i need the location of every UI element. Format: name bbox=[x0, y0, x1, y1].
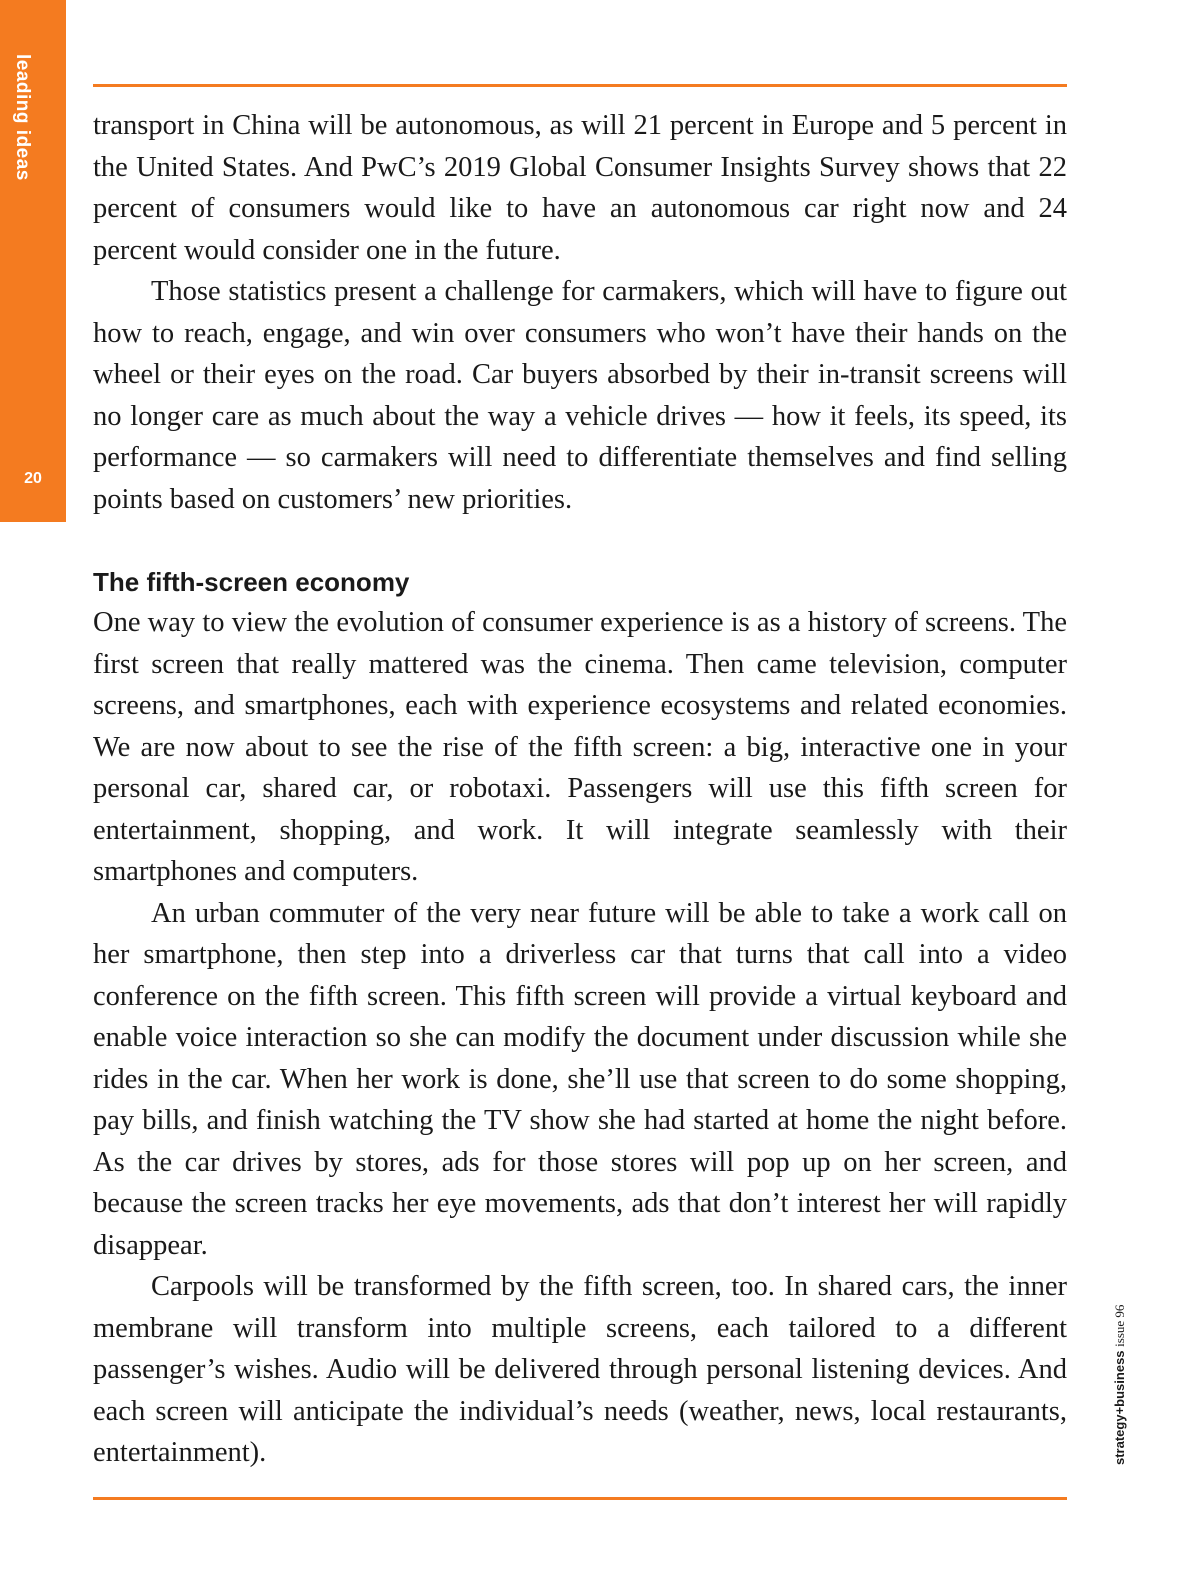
publication-footer bbox=[1108, 1304, 1134, 1465]
paragraph: An urban commuter of the very near future will be able to take a work call on her smartphone, then step into a driverless car that turns that call into a video conference on the fifth screen. This fifth screen will provide a virtual keyboard and enable voice interaction so she can modify the document under discussion while she rides in the car. When her work is done, she’ll use that screen to do some shopping, pay bills, and finish watching the TV show she had started at home the night before. As the car drives by stores, ads for those stores will pop up on her screen, and because the screen tracks her eye movements, ads that don’t interest her will rapidly disappear. bbox=[93, 897, 1067, 1261]
paragraph: Carpools will be transformed by the fifth screen, too. In shared cars, the inner membrane will transform into multiple screens, each tailored to a different passenger’s wishes. Audio will be delivered through personal listening devices. And each screen will anticipate the individual’s needs (weather, news, local restaurants, entertainment). bbox=[93, 1271, 1067, 1468]
paragraph: Those statistics present a challenge for carmakers, which will have to figure out how to reach, engage, and win over consumers who won’t have their hands on the wheel or their eyes on the road. Car buyers absorbed by their in-transit screens will no longer care as much about the way a vehicle drives — how it feels, its speed, its performance — so carmakers will need to differentiate themselves and find selling points based on customers’ new priorities. bbox=[93, 276, 1067, 515]
section-text bbox=[93, 562, 1067, 1474]
paragraph: One way to view the evolution of consumer experience is as a history of screens. The first screen that really mattered was the cinema. Then came television, computer screens, and smartphones, each with experience ecosystems and related economies. We are now about to see the rise of the fifth screen: a big, interactive one in your personal car, shared car, or robotaxi. Passengers will use this fifth screen for entertainment, shopping, and work. It will integrate seamlessly with their smartphones and computers. bbox=[93, 607, 1067, 887]
section-tab bbox=[0, 0, 66, 522]
intro-text bbox=[93, 105, 1067, 520]
publication-name: strategy+business bbox=[1112, 1350, 1127, 1465]
paragraph: transport in China will be autonomous, as will 21 percent in Europe and 5 percent in the United States. And PwC’s 2019 Global Consumer Insights Survey shows that 22 percent of consumers would like to have an autonomous car right now and 24 percent would consider one in the future. bbox=[93, 110, 1067, 266]
section-label-text: leading ideas bbox=[12, 54, 33, 181]
top-rule bbox=[93, 84, 1067, 87]
section-heading: The fifth-screen economy bbox=[93, 567, 410, 597]
section-label bbox=[12, 54, 48, 194]
issue-number: issue 96 bbox=[1112, 1304, 1127, 1347]
page-number: 20 bbox=[24, 470, 42, 487]
bottom-rule bbox=[93, 1497, 1067, 1500]
